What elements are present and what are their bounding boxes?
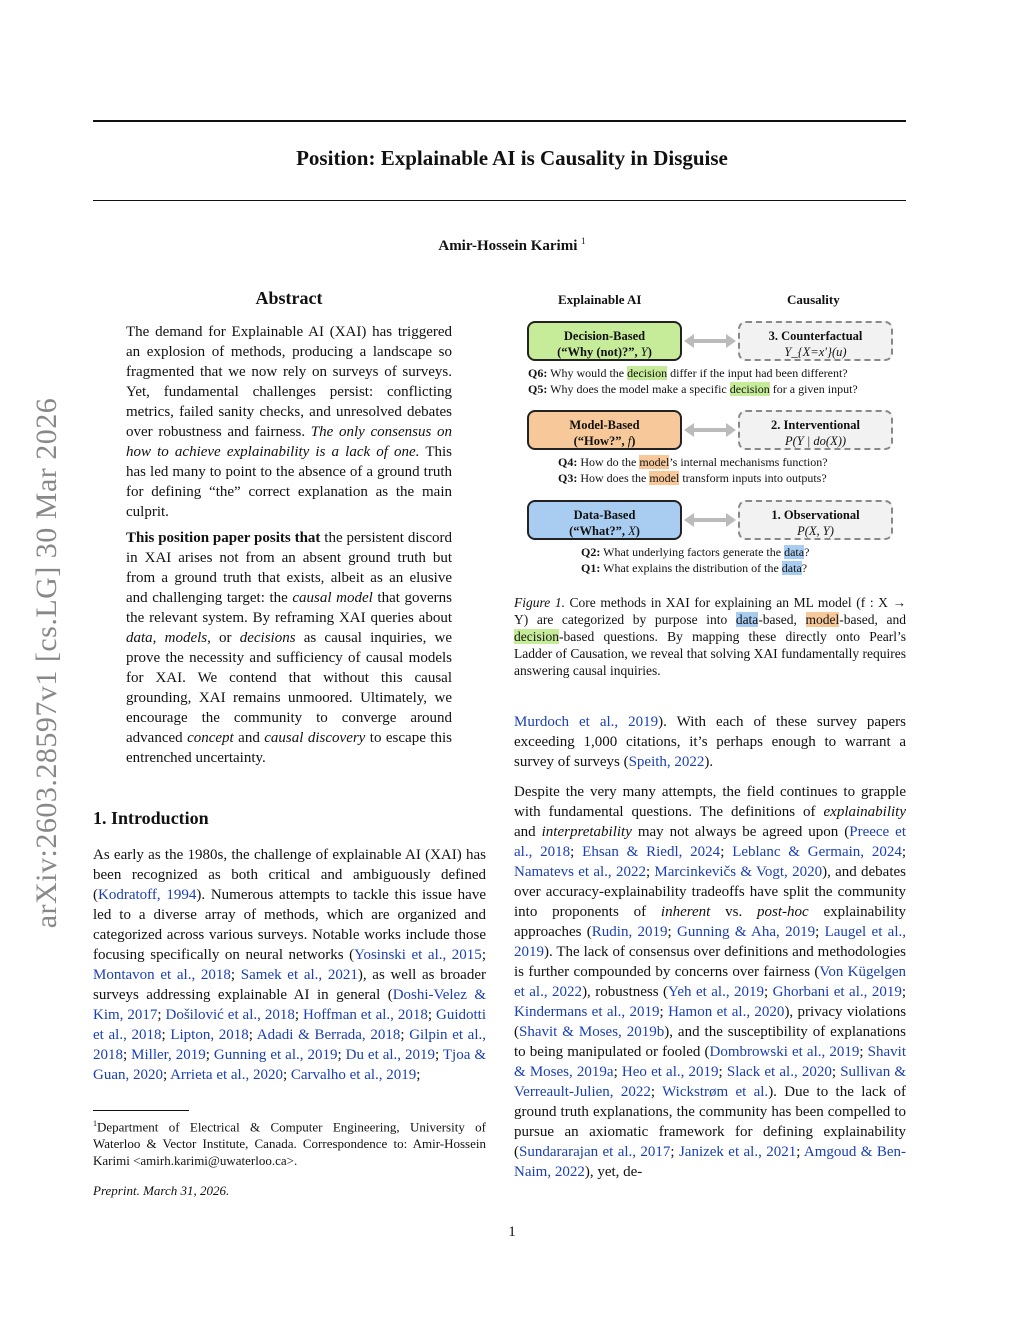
citation-separator: ; xyxy=(400,1027,410,1043)
citation-link[interactable]: Murdoch et al., 2019 xyxy=(514,714,659,730)
citation-link[interactable]: Speith, 2022 xyxy=(628,754,705,770)
body-text: As early as the 1980s, the challenge of explainable AI (XAI) has been recognized as both critical and ambiguously defined ( xyxy=(93,847,486,903)
page-number: 1 xyxy=(508,1224,516,1240)
citation-link[interactable]: Adadi & Berrada, 2018 xyxy=(256,1027,401,1043)
citation-link[interactable]: Namatevs et al., 2022 xyxy=(514,864,646,880)
citation-link[interactable]: Dombrowski et al., 2019 xyxy=(709,1044,860,1060)
citation-link[interactable]: Tjoa & Guan, 2020 xyxy=(93,1047,486,1083)
paper-title: Position: Explainable AI is Causality in Disguise xyxy=(296,146,728,170)
highlight-decision: decision xyxy=(729,382,770,396)
highlight-decision: decision xyxy=(514,629,559,644)
citation-separator: ; xyxy=(481,947,486,963)
highlight-decision: decision xyxy=(627,366,668,380)
abstract-emphasis: models xyxy=(164,630,208,646)
citation-link[interactable]: Yosinski et al., 2015 xyxy=(354,947,482,963)
box-title: 1. Observational xyxy=(771,508,860,522)
citation-link[interactable]: Amgoud & Ben-Naim, 2022 xyxy=(514,1144,906,1180)
figure-caption: Figure 1. Core methods in XAI for explaining an ML model (f : X → Y) are categorized by purpose into data-based, model-based, and decision-based questions. By mapping these directly onto Pearl’s Ladder of Causation, we reveal that solving XAI fundamentally requires answering causal inquiries. xyxy=(514,595,907,678)
footnote-mark: 1 xyxy=(93,1119,97,1128)
citation-link[interactable]: Gilpin et al., 2018 xyxy=(93,1027,487,1063)
citation-separator: ; xyxy=(435,1047,443,1063)
abstract-emphasis: data xyxy=(126,630,153,646)
caption-label: Figure 1. xyxy=(514,595,565,610)
box-formula: P(X, Y) xyxy=(797,524,834,538)
intro-paragraph xyxy=(93,845,486,1085)
citation-separator: ; xyxy=(157,1007,166,1023)
abstract-text: The demand for Explainable AI (XAI) has triggered an explosion of methods, producing a landscape so fragmented that we now rely on surveys of surveys. Yet, fundamental challenges persist: conflicting metrics, failed sanity checks, and unresolved debates over robustness and fairness. xyxy=(126,324,452,440)
citation-link[interactable]: Kodratoff, 1994 xyxy=(98,887,197,903)
citation-link[interactable]: Shavit & Moses, 2019b xyxy=(519,1024,665,1040)
citation-separator: ; xyxy=(282,1067,291,1083)
citation-link[interactable]: Gunning & Aha, 2019 xyxy=(677,924,816,940)
citation-separator: ; xyxy=(337,1047,346,1063)
citation-link[interactable]: Ghorbani et al., 2019 xyxy=(772,984,902,1000)
double-arrow-icon xyxy=(684,422,736,438)
citation-link[interactable]: Kindermans et al., 2019 xyxy=(514,1004,660,1020)
abstract-emphasis: causal discovery xyxy=(264,730,366,746)
abstract-text: , xyxy=(152,630,165,646)
citation-link[interactable]: Ehsan & Riedl, 2024 xyxy=(582,844,721,860)
citation-separator: ; xyxy=(427,1007,436,1023)
top-rule xyxy=(93,120,906,122)
citation-link[interactable]: Von Kügelgen et al., 2022 xyxy=(514,964,906,1000)
citation-separator: ; xyxy=(416,1067,421,1083)
citation-separator: ; xyxy=(163,1067,171,1083)
citation-link[interactable]: Samek et al., 2021 xyxy=(240,967,358,983)
question-q2: Q2: What underlying factors generate the data? xyxy=(581,545,810,559)
citation-link[interactable]: Laugel et al., 2019 xyxy=(514,924,907,960)
citation-link[interactable]: Lipton, 2018 xyxy=(170,1027,249,1043)
observational-box xyxy=(738,500,893,540)
footnote-rule xyxy=(93,1110,189,1111)
abstract-emphasis: The only consensus on how to achieve explainability is a lack of one. xyxy=(126,424,453,460)
double-arrow-icon xyxy=(684,512,736,528)
box-title: Model-Based xyxy=(569,418,640,432)
abstract-text: and xyxy=(233,730,265,746)
box-title: Data-Based xyxy=(573,508,636,522)
double-arrow-icon xyxy=(684,333,736,349)
box-subtitle: (“How?”, f) xyxy=(573,434,636,448)
box-symbol: f xyxy=(627,434,632,448)
title-bottom-rule xyxy=(93,200,906,201)
citation-link[interactable]: Leblanc & Germain, 2024 xyxy=(732,844,902,860)
citation-link[interactable]: Došilović et al., 2018 xyxy=(165,1007,295,1023)
author xyxy=(0,236,1024,255)
citation-link[interactable]: Montavon et al., 2018 xyxy=(93,967,231,983)
highlight-data: data xyxy=(781,561,802,575)
citation-link[interactable]: Rudin, 2019 xyxy=(591,924,668,940)
highlight-model: model xyxy=(639,455,670,469)
intro-heading: 1. Introduction xyxy=(93,808,209,828)
author-affiliation-mark: 1 xyxy=(581,236,586,246)
abstract-heading: Abstract xyxy=(255,288,323,308)
citation-separator: ; xyxy=(294,1007,303,1023)
abstract-paragraph-1 xyxy=(126,322,452,522)
citation-link[interactable]: Carvalho et al., 2019 xyxy=(290,1067,417,1083)
question-q4: Q4: How do the model’s internal mechanisms function? xyxy=(558,455,828,469)
figure-column-xai: Explainable AI xyxy=(558,292,642,307)
citation-link[interactable]: Gunning et al., 2019 xyxy=(213,1047,338,1063)
footnote-text: Department of Electrical & Computer Engineering, University of Waterloo & Vector Institute, Canada. Correspondence to: Amir-Hossein Karimi <amirh.karimi@uwaterloo.ca>. xyxy=(93,1119,486,1169)
box-formula: Y_{X=x′}(u) xyxy=(784,345,847,359)
abstract-text: as causal inquiries, we prove the necessity and sufficiency of causal models for XAI. We contend that without this causal grounding, XAI remains unmoored. Ultimately, we encourage the community to converge around advanced xyxy=(126,630,453,746)
citation-link[interactable]: Sundararajan et al., 2017 xyxy=(519,1144,671,1160)
abstract-paragraph-2 xyxy=(126,528,452,768)
citation-link[interactable]: Hoffman et al., 2018 xyxy=(302,1007,428,1023)
model-based-box xyxy=(527,410,682,450)
citation-link[interactable]: Du et al., 2019 xyxy=(345,1047,435,1063)
box-symbol: X xyxy=(628,524,636,538)
citation-separator: ; xyxy=(123,1047,132,1063)
decision-based-box xyxy=(527,321,682,361)
abstract-text: that governs the relevant system. By reframing XAI queries about xyxy=(126,590,452,626)
citation-link[interactable]: Janizek et al., 2021 xyxy=(678,1144,797,1160)
abstract-lead: This position paper posits that xyxy=(126,530,321,546)
arxiv-stamp: arXiv:2603.28597v1 [cs.LG] 30 Mar 2026 xyxy=(30,397,63,929)
affiliation-footnote xyxy=(93,1115,486,1169)
highlight-data: data xyxy=(735,612,759,627)
right-paragraph-2: Despite the very many attempts, the field continues to grapple with fundamental questions. The definitions of explainability and interpretability may not always be agreed upon (Preece et al., 2018; Ehsan & Riedl, 2024; Leblanc & Germain, 2024; Namatevs et al., 2022; Marcinkevičs & Vogt, 2020), and debates over accuracy-explainability tradeoffs have split the community into proponents of inherent vs. post-hoc explainability approaches (Rudin, 2019; Gunning & Aha, 2019; Laugel et al., 2019). The lack of consensus over definitions and methodologies is further compounded by concerns over fairness (Von Kügelgen et al., 2022), robustness (Yeh et al., 2019; Ghorbani et al., 2019; Kindermans et al., 2019; Hamon et al., 2020), privacy violations (Shavit & Moses, 2019b), and the susceptibility of explanations to being manipulated or fooled (Dombrowski et al., 2019; Shavit & Moses, 2019a; Heo et al., 2019; Slack et al., 2020; Sullivan & Verreault-Julien, 2022; Wickstrøm et al.). Due to the lack of ground truth explanations, the community has been compelled to pursue an axiomatic framework for defining explainability (Sundararajan et al., 2017; Janizek et al., 2021; Amgoud & Ben-Naim, 2022), yet, de- xyxy=(514,784,907,1180)
citation-link[interactable]: Wickstrøm et al. xyxy=(662,1084,769,1100)
citation-link[interactable]: Hamon et al., 2020 xyxy=(668,1004,785,1020)
citation-link[interactable]: Miller, 2019 xyxy=(131,1047,206,1063)
interventional-box xyxy=(738,410,893,450)
abstract-text: the persistent discord in XAI arises not from an absent ground truth but from a ground truth that exists, albeit as an elusive and challenging target: the xyxy=(126,530,452,606)
preprint-note: Preprint. March 31, 2026. xyxy=(93,1183,230,1198)
citation-link[interactable]: Heo et al., 2019 xyxy=(621,1064,719,1080)
citation-separator: ; xyxy=(230,967,241,983)
right-paragraph-1: Murdoch et al., 2019). With each of these survey papers exceeding 1,000 citations, it’s perhaps enough to warrant a survey of surveys (Speith, 2022). xyxy=(514,714,907,770)
abstract-text: to escape this entrenched uncertainty. xyxy=(126,730,452,766)
citation-separator: ; xyxy=(248,1027,257,1043)
citation-link[interactable]: Arrieta et al., 2020 xyxy=(170,1067,283,1083)
author-name: Amir-Hossein Karimi xyxy=(438,238,578,254)
citation-link[interactable]: Preece et al., 2018 xyxy=(514,824,906,860)
body-text: ), as well as broader surveys addressing explainable AI in general ( xyxy=(93,967,486,1003)
abstract-text: This has led many to point to the absence of a ground truth for defining “the” correct explanation as the main culprit. xyxy=(126,444,453,520)
box-title: Decision-Based xyxy=(563,329,646,343)
box-subtitle: (“What?”, X) xyxy=(569,524,640,538)
body-text: ). Numerous attempts to tackle this issue have led to a diverse array of methods, which are organized and categorized across various surveys. Notable works include those focusing specifically on neural networks ( xyxy=(93,887,486,963)
box-formula: P(Y | do(X)) xyxy=(784,434,847,448)
box-title: 3. Counterfactual xyxy=(768,329,863,343)
citation-link[interactable]: Guidotti et al., 2018 xyxy=(93,1007,486,1043)
abstract-text: , or xyxy=(207,630,240,646)
highlight-model: model xyxy=(649,471,680,485)
question-q1: Q1: What explains the distribution of the data? xyxy=(581,561,808,575)
abstract-emphasis: concept xyxy=(187,730,234,746)
highlight-model: model xyxy=(805,612,840,627)
citation-link[interactable]: Sullivan & Verreault-Julien, 2022 xyxy=(514,1064,907,1100)
question-q5: Q5: Why does the model make a specific decision for a given input? xyxy=(528,382,858,396)
citation-link[interactable]: Slack et al., 2020 xyxy=(726,1064,832,1080)
citation-link[interactable]: Marcinkevičs & Vogt, 2020 xyxy=(654,864,823,880)
box-subtitle: (“Why (not)?”, Y) xyxy=(557,345,652,359)
question-q6: Q6: Why would the decision differ if the input had been different? xyxy=(528,366,848,380)
counterfactual-box xyxy=(738,321,893,361)
abstract-emphasis: decisions xyxy=(239,630,296,646)
abstract-emphasis: causal model xyxy=(292,590,373,606)
citation-separator: ; xyxy=(161,1027,171,1043)
citation-separator: ; xyxy=(205,1047,214,1063)
box-symbol: Y xyxy=(640,345,648,359)
question-q3: Q3: How does the model transform inputs into outputs? xyxy=(558,471,827,485)
figure-column-causality: Causality xyxy=(787,292,840,307)
citation-link[interactable]: Shavit & Moses, 2019a xyxy=(514,1044,907,1080)
data-based-box xyxy=(527,500,682,540)
citation-link[interactable]: Yeh et al., 2019 xyxy=(668,984,765,1000)
highlight-data: data xyxy=(784,545,805,559)
box-title: 2. Interventional xyxy=(771,418,860,432)
citation-link[interactable]: Doshi-Velez & Kim, 2017 xyxy=(93,987,486,1023)
